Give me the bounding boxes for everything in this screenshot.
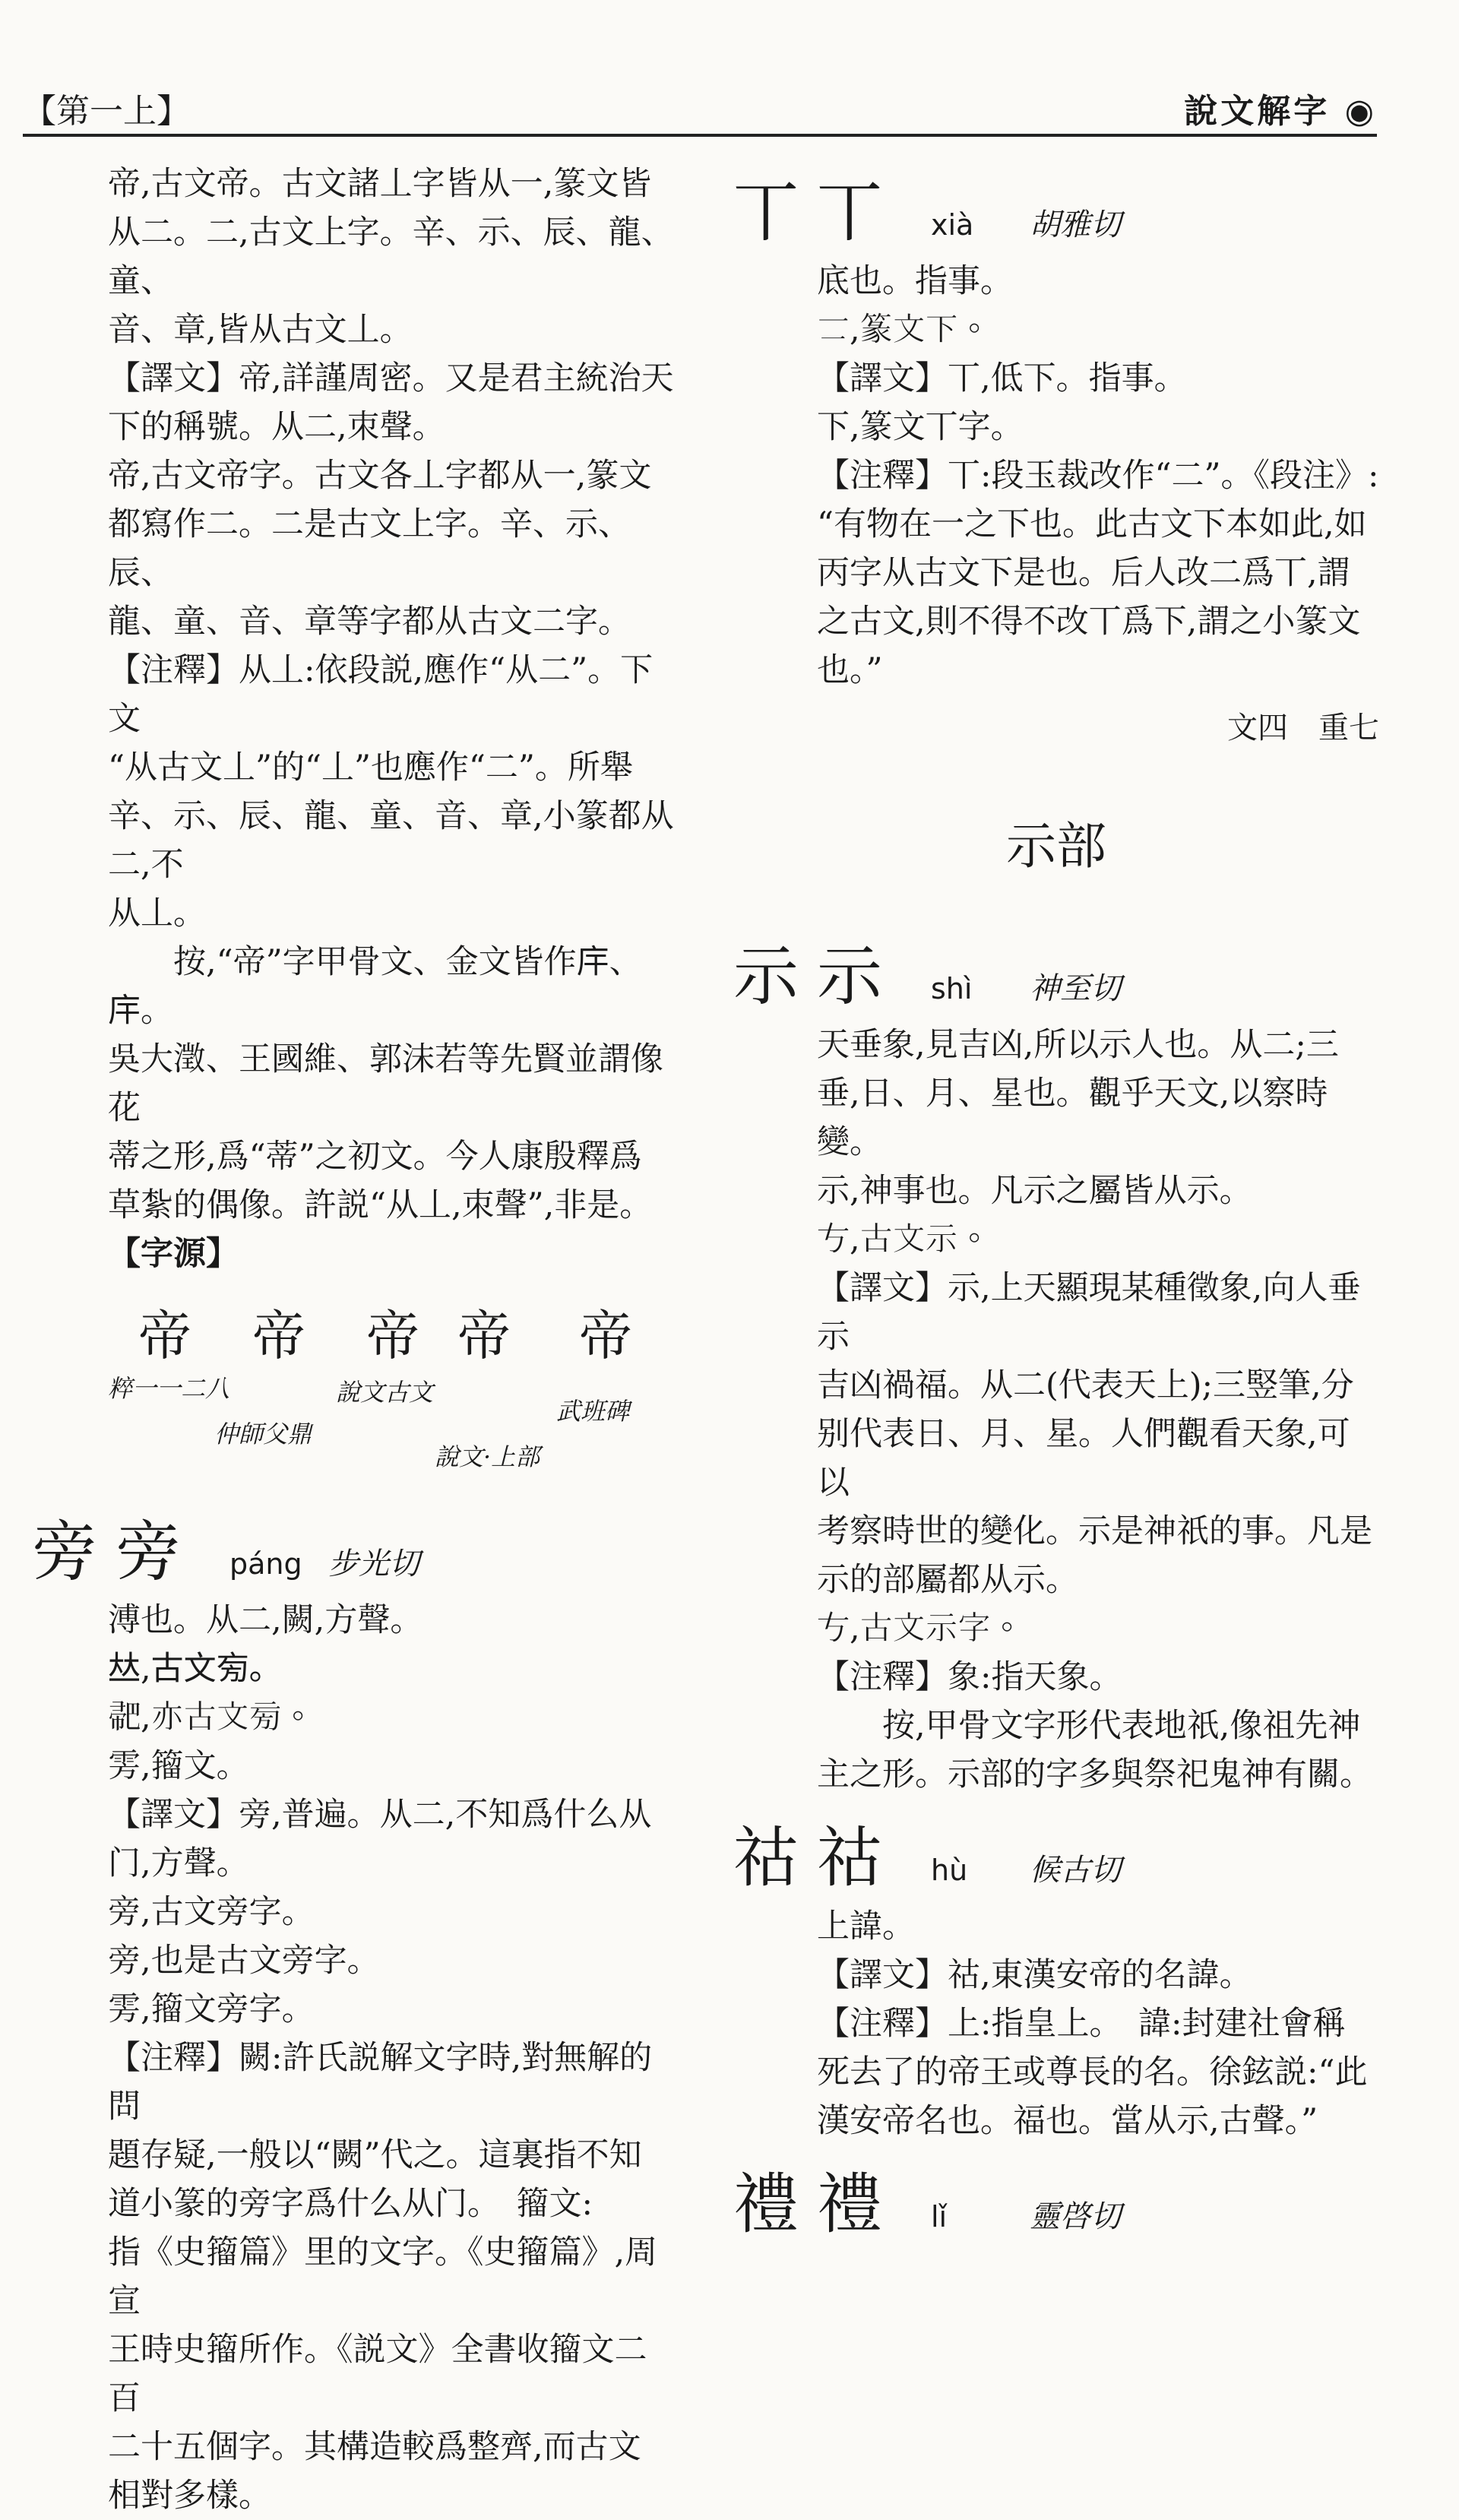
note-line: 主之形。示部的字多與祭祀鬼神有關。 xyxy=(817,1755,1372,1793)
fanqie: 胡雅切 xyxy=(1030,207,1121,242)
head-character: 旁 xyxy=(116,1514,181,1590)
entry-heading xyxy=(733,2151,1379,2246)
text-line: 下,篆文丅字。 xyxy=(817,408,1024,446)
header-rule xyxy=(23,134,1377,137)
text-line: “有物在一之下也。此古文下本如此,如 xyxy=(817,505,1367,543)
ziyuan-label: 【字源】 xyxy=(108,1235,239,1273)
text-line: 死去了的帝王或尊長的名。徐鉉説:“此 xyxy=(817,2053,1368,2091)
text-line: 别代表日、月、星。人們觀看天象,可以 xyxy=(817,1415,1350,1502)
text-line: 吉凶禍福。从二(代表天上);三竪筆,分 xyxy=(817,1366,1354,1404)
seal-glyph: 帝 xyxy=(138,1305,191,1367)
text-line: 雱,籀文。 xyxy=(108,1747,249,1785)
seal-glyph: 旁 xyxy=(32,1514,97,1590)
head-character: 禮 xyxy=(817,2167,882,2243)
seal-glyph: 禮 xyxy=(733,2167,799,2243)
seal-glyph: 祜 xyxy=(733,1820,799,1896)
text-line: 𢃳,亦古文㫄。 xyxy=(108,1698,315,1736)
chapter-label: 【第一上】 xyxy=(23,92,190,131)
entry-heading xyxy=(32,1499,678,1593)
section-title: 示部 xyxy=(1006,817,1106,875)
text-line: 帝,古文帝字。古文各丄字都从一,篆文 xyxy=(108,457,652,495)
left-column xyxy=(32,160,678,2520)
head-character: 丅 xyxy=(817,175,882,251)
circle-dot-icon: ◉ xyxy=(1344,92,1377,131)
fanqie: 步光切 xyxy=(328,1547,419,1581)
head-character: 示 xyxy=(817,939,882,1015)
seal-glyph: 帝 xyxy=(252,1305,305,1367)
text-line: 辛、示、辰、龍、童、音、章,小篆都从二,不 xyxy=(108,797,674,884)
entry-heading xyxy=(733,923,1379,1018)
pinyin: shì xyxy=(931,972,973,1005)
page-header xyxy=(23,76,1377,137)
seal-caption: 說文古文 xyxy=(336,1378,434,1407)
text-line: 旁,也是古文旁字。 xyxy=(108,1942,380,1980)
note-line: 按,甲骨文字形代表地祇,像祖先神 xyxy=(882,1707,1361,1745)
pinyin: xià xyxy=(931,208,974,242)
text-line: 【注釋】象:指天象。 xyxy=(817,1658,1122,1696)
pinyin: hù xyxy=(931,1854,968,1887)
char-count: 文四 重七 xyxy=(1227,711,1379,746)
text-line: 𠀁,古文示。 xyxy=(817,1220,991,1258)
text-line: 都寫作二。二是古文上字。辛、示、辰、 xyxy=(108,505,631,592)
text-line: 𠀁,古文示字。 xyxy=(817,1610,1024,1648)
seal-glyph: 帝 xyxy=(457,1305,511,1367)
right-column xyxy=(733,160,1379,2249)
text-line: 之古文,則不得不改丅爲下,謂之小篆文 xyxy=(817,603,1361,641)
seal-caption: 武班碑 xyxy=(556,1397,630,1426)
text-line: “从古文丄”的“丄”也應作“二”。所舉 xyxy=(108,749,633,787)
text-line: 天垂象,見吉凶,所以示人也。从二;三 xyxy=(817,1026,1339,1064)
text-line: 王時史籀所作。《説文》全書收籀文二百 xyxy=(108,2331,647,2417)
text-line: 二十五個字。其構造較爲整齊,而古文 xyxy=(108,2428,641,2466)
entry-heading xyxy=(733,160,1379,254)
seal-forms-figure xyxy=(108,1286,678,1483)
text-line: 𠀤,古文㫄。 xyxy=(108,1650,282,1688)
seal-glyph: 丅 xyxy=(733,175,799,251)
text-line: 旁,古文旁字。 xyxy=(108,1893,315,1931)
text-line: 从二。二,古文上字。辛、示、辰、龍、童、 xyxy=(108,214,674,300)
seal-glyph: 帝 xyxy=(366,1305,419,1367)
head-character: 祜 xyxy=(817,1820,882,1896)
text-line: 也。” xyxy=(817,651,883,689)
pinyin: páng xyxy=(229,1547,302,1581)
text-line: 道小篆的旁字爲什么从门。 籀文: xyxy=(108,2185,593,2223)
text-line: 𠄟,篆文下。 xyxy=(817,311,991,349)
seal-glyph: 示 xyxy=(733,939,799,1015)
text-line: 门,方聲。 xyxy=(108,1844,249,1882)
text-line: 相對多樣。 xyxy=(108,2477,271,2515)
text-line: 【注釋】上:指皇上。 諱:封建社會稱 xyxy=(817,2005,1346,2043)
text-line: 示的部屬都从示。 xyxy=(817,1561,1078,1599)
text-line: 示,神事也。凡示之屬皆从示。 xyxy=(817,1172,1252,1210)
text-line: 【譯文】祜,東漢安帝的名諱。 xyxy=(817,1956,1252,1994)
text-line: 帝,古文帝。古文諸丄字皆从一,篆文皆 xyxy=(108,165,652,203)
seal-caption: 粹一一二八 xyxy=(108,1374,230,1403)
text-line: 溥也。从二,闕,方聲。 xyxy=(108,1601,423,1639)
note-line: 按,“帝”字甲骨文、金文皆作𢇛、𢇛。 xyxy=(108,943,642,1030)
note-line: 吳大澂、王國維、郭沫若等先賢並謂像花 xyxy=(108,1040,663,1127)
fanqie: 靈啓切 xyxy=(1030,2199,1121,2234)
text-line: 垂,日、月、星也。觀乎天文,以察時變。 xyxy=(817,1075,1328,1161)
text-line: 考察時世的變化。示是神祇的事。凡是 xyxy=(817,1512,1372,1550)
pinyin: lǐ xyxy=(931,2200,948,2233)
seal-glyph: 帝 xyxy=(579,1305,632,1367)
text-line: 丙字从古文下是也。后人改二爲丅,謂 xyxy=(817,554,1350,592)
text-line: 【注釋】丅:段玉裁改作“二”。《段注》: xyxy=(817,457,1379,495)
text-line: 漢安帝名也。福也。當从示,古聲。” xyxy=(817,2102,1318,2140)
book-title: 說文解字 ◉ xyxy=(1184,92,1377,131)
text-line: 【注釋】从丄:依段説,應作“从二”。下文 xyxy=(108,651,654,738)
text-line: 【譯文】示,上天顯現某種徵象,向人垂示 xyxy=(817,1269,1361,1356)
text-line: 【注釋】闕:許氏説解文字時,對無解的問 xyxy=(108,2039,653,2126)
text-line: 指《史籀篇》里的文字。《史籀篇》,周宣 xyxy=(108,2233,658,2320)
seal-caption: 仲師父鼎 xyxy=(214,1420,312,1448)
entry-heading xyxy=(733,1805,1379,1899)
fanqie: 候古切 xyxy=(1030,1853,1121,1888)
fanqie: 神至切 xyxy=(1030,971,1121,1006)
text-line: 下的稱號。从二,朿聲。 xyxy=(108,408,445,446)
text-line: 龍、童、音、章等字都从古文二字。 xyxy=(108,603,631,641)
text-line: 底也。指事。 xyxy=(817,262,1013,300)
text-line: 【譯文】帝,詳謹周密。又是君主統治天 xyxy=(108,359,674,397)
text-line: 上諱。 xyxy=(817,1907,915,1945)
text-line: 【譯文】旁,普遍。从二,不知爲什么从 xyxy=(108,1796,652,1834)
text-line: 音、章,皆从古文丄。 xyxy=(108,311,413,349)
text-line: 【譯文】丅,低下。指事。 xyxy=(817,359,1187,397)
text-line: 題存疑,一般以“闕”代之。這裏指不知 xyxy=(108,2136,642,2174)
text-line: 雱,籀文旁字。 xyxy=(108,1990,315,2028)
note-line: 蒂之形,爲“蒂”之初文。今人康殷釋爲 xyxy=(108,1138,642,1176)
note-line: 草紮的偶像。許説“从丄,朿聲”,非是。 xyxy=(108,1186,653,1224)
text-line: 从丄。 xyxy=(108,894,206,932)
seal-caption: 說文·上部 xyxy=(435,1442,540,1471)
